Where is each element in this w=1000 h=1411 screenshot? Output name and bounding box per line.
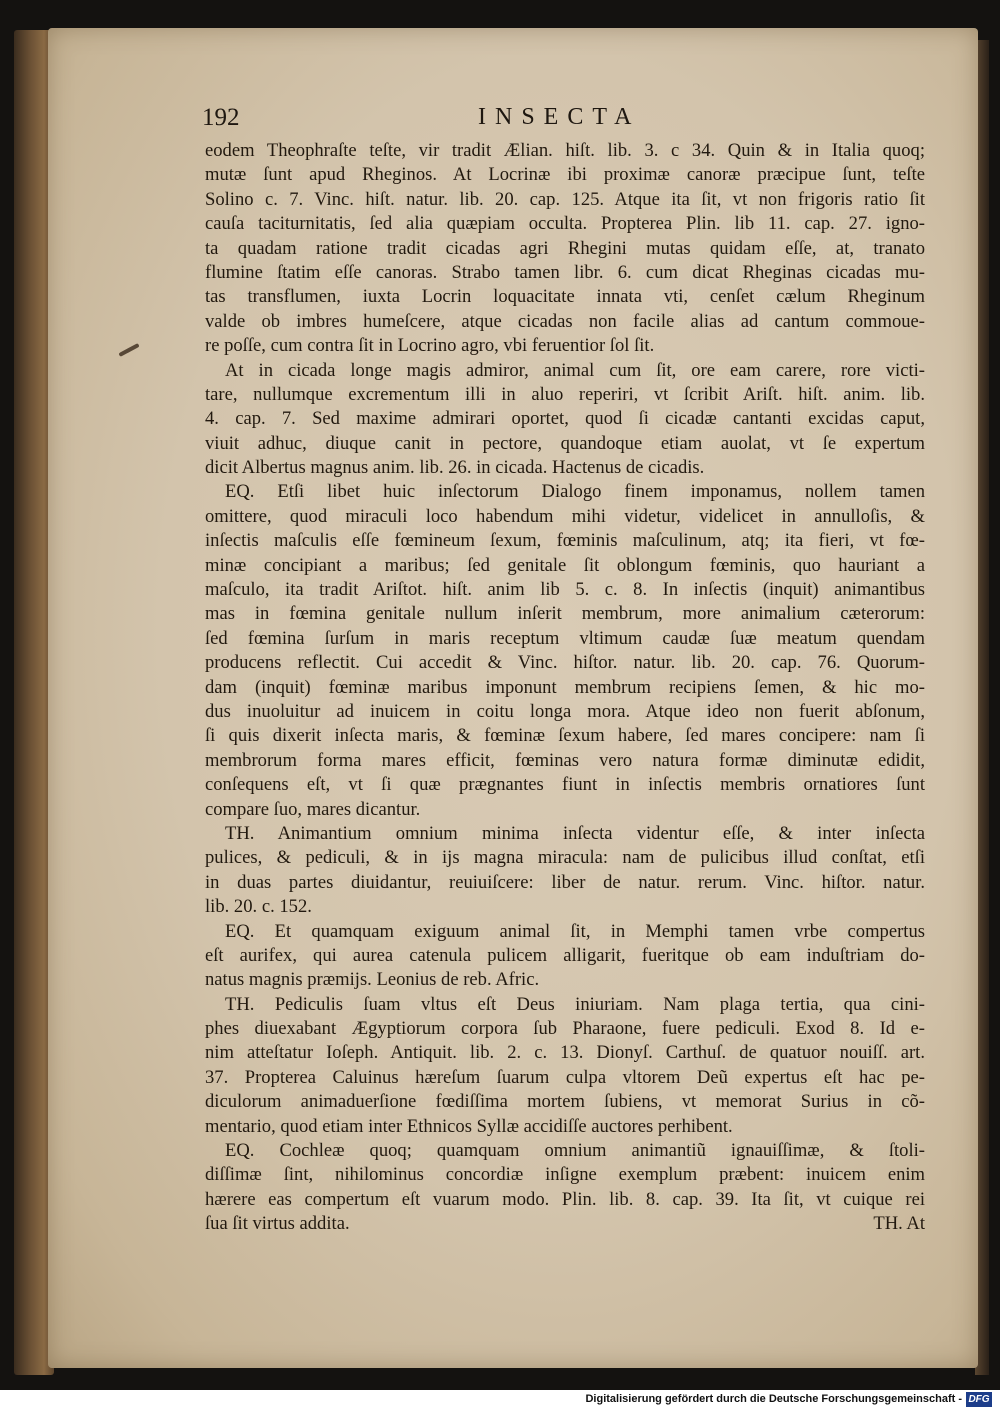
text-line: in duas partes diuidantur, reuiuiſcere: liber de natur. rerum. Vinc. hiſtor. natur. [205,871,925,893]
text-line: maſculo, ita tradit Ariſtot. hiſt. anim lib 5. c. 8. In inſectis (inquit) animantibus [205,579,925,601]
text-line: lib. 20. c. 152. [205,896,312,918]
text-line: minæ concipiant a maribus; ſed genitale ſit oblongum fœminis, quo hauriant a [205,554,925,576]
dfg-logo-icon: DFG [966,1392,992,1407]
text-line: 4. cap. 7. Sed maxime admirari oportet, quod ſi cicadæ cantanti excidas caput, [205,408,925,430]
text-line: EQ. Cochleæ quoq; quamquam omnium animantiũ ignauiſſimæ, & ſtoli- [225,1140,925,1162]
running-title: INSECTA [478,104,641,130]
text-line: omittere, quod miraculi loco habendum mihi videtur, videlicet in annulloſis, & [205,505,925,527]
text-line: dam (inquit) fœminæ maribus imponunt membrum recipiens ſemen, & hic mo- [205,676,925,698]
text-line: eodem Theophraſte teſte, vir tradit Ælian. hiſt. lib. 3. c 34. Quin & in Italia quoq; [205,140,925,161]
footer-credit: Digitalisierung gefördert durch die Deutsche Forschungsgemeinschaft - [585,1393,962,1405]
text-line: mentario, quod etiam inter Ethnicos Syllæ accidiſſe auctores perhibent. [205,1115,733,1137]
text-line: mutæ ſunt apud Rheginos. At Locrinæ ibi proximæ canoræ præcipue ſunt, teſte [205,164,925,186]
text-line: TH. Pediculis ſuam vltus eſt Deus iniuriam. Nam plaga tertia, qua cini- [225,993,925,1015]
text-line: tas transflumen, iuxta Locrin loquacitate innata vti, cenſet cælum Rheginum [205,286,925,308]
text-line: hærere eas compertum eſt vuarum modo. Plin. lib. 8. cap. 39. Ita ſit, vt cuique rei [205,1188,925,1210]
text-line: pulices, & pediculi, & in ijs magna miracula: nam de pulicibus illud conſtat, etſi [205,847,925,869]
text-line: membrorum forma mares efficit, fœminas vero natura formæ diminutæ edidit, [205,749,925,771]
text-line: valde ob imbres humeſcere, atque cicadas non facile alias ad cantum commoue- [205,310,925,332]
text-line: viuit adhuc, diuque canit in pectore, quandoque etiam auolat, vt ſe expertum [205,432,925,454]
text-line: dus inuoluitur ad inuicem in coitu longa mora. Atque ideo non fuerit abſonum, [205,700,925,722]
text-line: producens reflectit. Cui accedit & Vinc. hiſtor. natur. lib. 20. cap. 76. Quorum- [205,652,925,674]
text-line: compare ſuo, mares dicantur. [205,798,421,820]
final-line [205,1212,925,1236]
text-line: mas in fœmina genitale nullum inſerit membrum, more animalium cæterorum: [205,603,925,625]
text-line: ta quadam ratione tradit cicadas agri Rhegini mutas quidam eſſe, at, tranato [205,237,925,259]
text-line: dicit Albertus magnus anim. lib. 26. in cicada. Hactenus de cicadis. [205,457,705,479]
text-line: EQ. Et quamquam exiguum animal ſit, in Memphi tamen vrbe compertus [225,920,925,942]
text-line: eſt aurifex, qui aurea catenula pulicem alligarit, fueritque ob eam induſtriam do- [205,944,925,966]
final-line-text: ſua ſit virtus addita. [205,1213,350,1235]
page-header [200,104,930,138]
catchword: TH. At [873,1213,925,1235]
text-line: tare, nullumque excrementum illi in aluo reperiri, vt ſcribit Ariſt. hiſt. anim. lib. [205,383,925,405]
digitization-footer [0,1390,1000,1411]
text-line: EQ. Etſi libet huic inſectorum Dialogo finem imponamus, nollem tamen [225,481,925,503]
text-line: inſectis maſculis eſſe fœmineum ſexum, fœminis maſculinum, atq; ita fieri, vt fœ- [205,530,925,552]
text-line: TH. Animantium omnium minima inſecta videntur eſſe, & inter inſecta [225,822,925,844]
text-line: flumine ſtatim eſſe canoras. Strabo tamen libr. 6. cum dicat Rheginas cicadas mu- [205,261,925,283]
text-line: 37. Propterea Caluinus hæreſum ſuarum culpa vltorem Deũ expertus eſt hac pe- [205,1066,925,1088]
text-line: cauſa taciturnitatis, ſed alia quæpiam occulta. Propterea Plin. lib 11. cap. 27. igno- [205,213,925,235]
body-text [205,139,925,1237]
text-line: natus magnis præmijs. Leonius de reb. Afric. [205,969,540,991]
text-line: Solino c. 7. Vinc. hiſt. natur. lib. 20. cap. 125. Atque ita ſit, vt non frigoris ratio ſit [205,188,925,210]
text-line: ſed fœmina ſurſum in maris receptum vltimum caudæ ſuæ meatum quendam [205,627,925,649]
text-line: phes diuexabant Ægyptiorum corpora ſub Pharaone, fuere pediculi. Exod 8. Id e- [205,1018,925,1040]
text-line: conſequens eſt, vt ſi quæ prægnantes fiunt in inſectis membris ornatiores ſunt [205,774,925,796]
text-line: ſi quis dixerit inſecta maris, & fœminæ ſexum habere, ſed mares concipere: nam ſi [205,725,925,747]
text-line: diſſimæ ſint, nihilominus concordiæ inſigne exemplum præbent: inuicem enim [205,1164,925,1186]
page-number: 192 [202,104,240,131]
text-line: re poſſe, cum contra ſit in Locrino agro, vbi feruentior ſol ſit. [205,335,655,357]
text-line: At in cicada longe magis admiror, animal cum ſit, ore eam carere, rore victi- [225,359,925,381]
text-line: nim atteſtatur Ioſeph. Antiquit. lib. 2. c. 13. Dionyſ. Carthuſ. de quatuor nouiſſ. art. [205,1042,925,1064]
text-line: diculorum animaduerſione fœdiſſima mortem ſubiens, vt memorat Surius in cõ- [205,1091,925,1113]
